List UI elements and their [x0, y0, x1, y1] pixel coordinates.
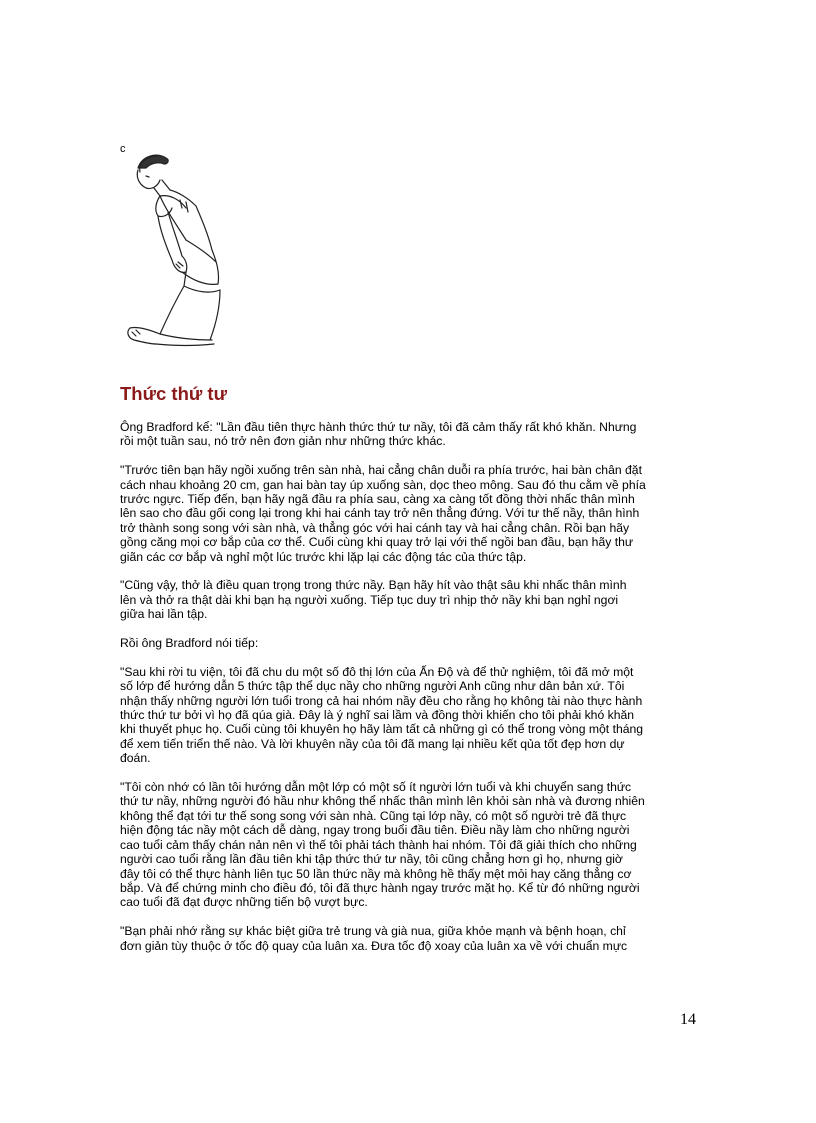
text-line: hiện động tác nầy một cách dễ dàng, ngay trong buổi đầu tiên. Điều nầy làm cho những người [120, 823, 630, 838]
figure-label: c [120, 143, 126, 155]
text-line: cao tuổi cảm thấy chán nản nên vì thế tôi phải tách thành hai nhóm. Tôi đã giải thích cho những [120, 837, 637, 852]
paragraph [120, 924, 700, 953]
text-line: bắp. Và để chứng minh cho điều đó, tôi đã thực hành ngay trước mặt họ. Kể từ đó những người [120, 880, 640, 895]
text-line: để xem tiến triển thế nào. Và lời khuyên nầy của tôi đã mang lại nhiều kết qủa tốt đẹp hơn dự [120, 736, 625, 751]
text-line: đơn giản tùy thuộc ở tốc độ quay của luân xa. Đưa tốc độ xoay của luân xa về với chuẩn mực [120, 938, 628, 953]
text-line: "Tôi còn nhớ có lần tôi hướng dẫn một lớp có một số ít người lớn tuổi và khi chuyển sang thức [120, 780, 632, 795]
text-line: Ông Bradford kể: "Lần đầu tiên thực hành thức thứ tư nầy, tôi đã cảm thấy rất khó khăn. Nhưng [120, 420, 637, 434]
page-number: 14 [680, 1011, 696, 1028]
text-line: đoán. [120, 751, 151, 766]
text-line: đây tôi có thể thực hành liên tục 50 lần thức nầy mà không hề thấy mệt mỏi hay căng thẳng cơ [120, 866, 632, 881]
text-line: Rồi ông Bradford nói tiếp: [120, 636, 259, 651]
paragraph [120, 780, 700, 910]
text-line: "Cũng vậy, thở là điều quan trọng trong thức nầy. Bạn hãy hít vào thật sâu khi nhấc thân mình [120, 578, 627, 593]
section-heading: Thức thứ tư [120, 383, 227, 404]
text-line: nhận thấy những người lớn tuổi trong cả hai nhóm nầy đều cho rằng họ không tài nào thực hành [120, 693, 643, 708]
text-line: người cao tuổi rằng lần đầu tiên khi tập thức thứ tư nầy, tôi cũng chẳng hơn gì họ, nhưng giờ [120, 852, 623, 867]
text-line: không thể đạt tới tư thế song song với sàn nhà. Cũng tại lớp nầy, có một số người trẻ đã thực [120, 808, 627, 823]
text-line: khi thuyết phục họ. Cuối cùng tôi khuyên họ hãy làm tất cả những gì có thể trong vòng một tháng [120, 722, 644, 737]
text-line: cao tuổi đã đạt được những tiến bộ vượt bực. [120, 895, 368, 910]
text-line: giữa hai lần tập. [120, 607, 208, 622]
body-text [120, 420, 700, 967]
paragraph [120, 578, 700, 621]
text-line: giãn các cơ bắp và nghỉ một lúc trước khi lặp lại các động tác của thức tập. [120, 549, 527, 564]
text-line: số lớp để hướng dẫn 5 thức tập thể dục nầy cho những người Anh cũng như dân bản xứ. Tôi [120, 679, 625, 694]
text-line: trở thành song song với sàn nhà, và thẳng góc với hai cánh tay và hai cẳng chân. Rồi bạn hãy [120, 520, 630, 535]
text-line: trước ngực. Tiếp đến, bạn hãy ngã đầu ra phía sau, càng xa càng tốt đồng thời nhấc thân mình [120, 492, 635, 507]
text-line: thứ tư nầy, những người đó hầu như không thể nhấc thân mình lên khỏi sàn nhà và đương nhiên [120, 794, 645, 809]
text-line: "Sau khi rời tu viện, tôi đã chu du một số đô thị lớn của Ấn Độ và để thử nghiệm, tôi đã mở một [120, 664, 634, 679]
text-line: rồi một tuần sau, nó trở nên đơn giản như những thức khác. [120, 434, 446, 449]
text-line: lên và thở ra thật dài khi bạn hạ người xuống. Tiếp tục duy trì nhịp thở nầy khi bạn nghỉ ngơi [120, 592, 619, 607]
paragraph [120, 665, 700, 766]
kneeling-backbend-illustration [116, 150, 246, 350]
text-line: lên sao cho đầu gối cong lại trong khi hai cánh tay trở nên thẳng đứng. Với tư thế nầy, thân hình [120, 506, 640, 521]
text-line: cách nhau khoảng 20 cm, gan hai bàn tay úp xuống sàn, dọc theo mông. Sau đó thu cằm về phía [120, 477, 646, 492]
paragraph [120, 463, 700, 564]
text-line: thức thứ tư bởi vì họ đã qúa già. Đây là ý nghĩ sai lầm và đồng thời khiến cho tôi phải khó khăn [120, 708, 635, 723]
text-line: gồng căng mọi cơ bắp của cơ thể. Cuối cùng khi quay trở lại với thế ngồi ban đầu, bạn hãy thư [120, 535, 634, 550]
paragraph [120, 420, 700, 449]
text-line: "Trước tiên bạn hãy ngồi xuống trên sàn nhà, hai cẳng chân duỗi ra phía trước, hai bàn chân đặt [120, 463, 642, 478]
text-line: "Bạn phải nhớ rằng sự khác biệt giữa trẻ trung và già nua, giữa khỏe mạnh và bệnh hoạn, chỉ [120, 924, 626, 939]
paragraph [120, 636, 700, 650]
